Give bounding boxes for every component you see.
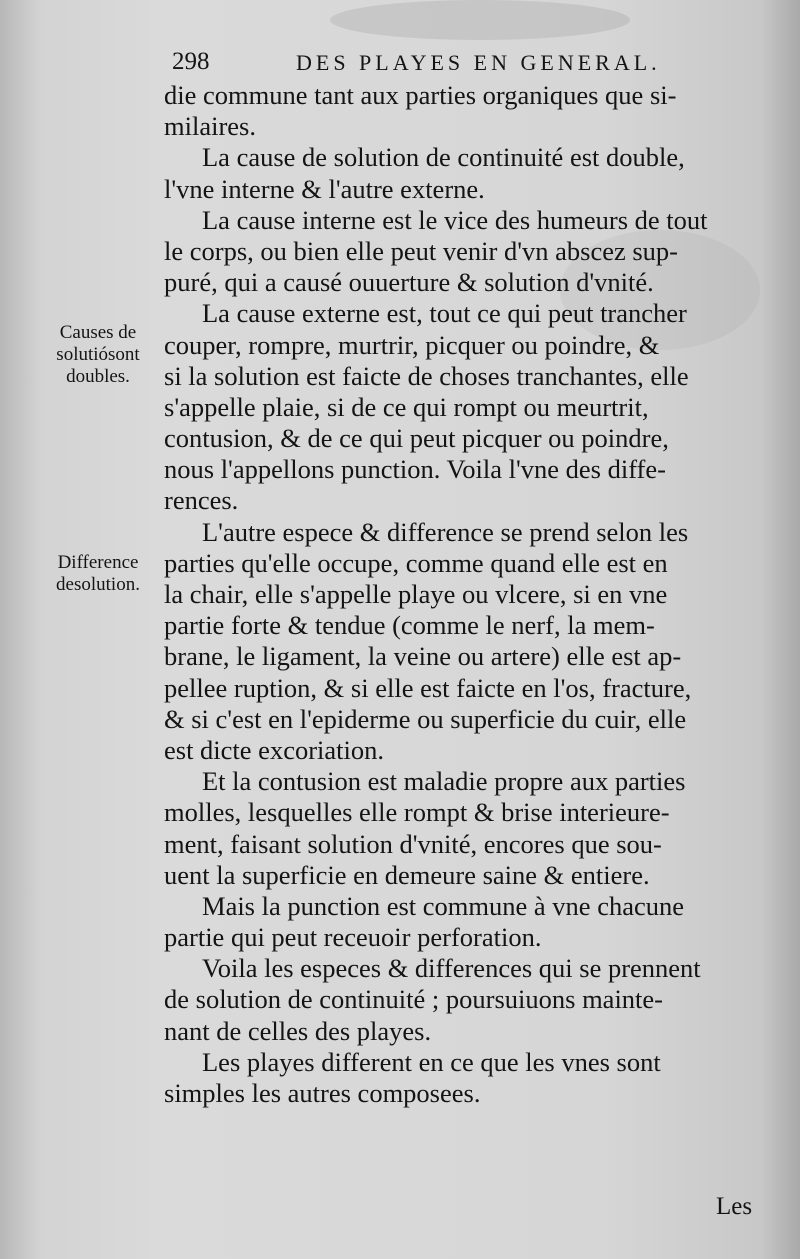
text-line: die commune tant aux parties organiques que si- xyxy=(164,80,677,110)
text-line: couper, rompre, murtrir, picquer ou poindre, & xyxy=(164,329,660,360)
margin-note-line: desolution. xyxy=(56,574,140,595)
text-line: si la solution est faicte de choses tranchantes, elle xyxy=(164,360,689,391)
catchword: Les xyxy=(716,1193,753,1220)
text-line: puré, qui a causé ouuerture & solution d'vnité. xyxy=(164,267,654,298)
text-line: rences. xyxy=(164,485,239,516)
text-line: Mais la punction est commune à vne chacune xyxy=(202,890,684,921)
running-title: DES PLAYES EN GENERAL. xyxy=(296,50,661,75)
page-number: 298 xyxy=(172,48,210,75)
margin-note-causes xyxy=(34,322,162,388)
text-line: La cause interne est le vice des humeurs de tout xyxy=(202,204,708,235)
page-header xyxy=(168,44,768,84)
text-line: nant de celles des playes. xyxy=(164,1015,432,1046)
margin-note-line: Causes de xyxy=(59,322,137,343)
text-line: La cause externe est, tout ce qui peut trancher xyxy=(202,298,687,329)
text-line: est dicte excoriation. xyxy=(164,734,385,765)
text-line: contusion, & de ce qui peut picquer ou poindre, xyxy=(164,423,669,454)
text-line: partie forte & tendue (comme le nerf, la mem- xyxy=(164,610,655,641)
text-line: partie qui peut receuoir perforation. xyxy=(164,922,542,953)
text-line: parties qu'elle occupe, comme quand elle est en xyxy=(164,547,668,578)
text-line: nous l'appellons punction. Voila l'vne des diffe- xyxy=(164,454,666,485)
paper-stain xyxy=(330,0,630,40)
text-line: ment, faisant solution d'vnité, encores que sou- xyxy=(164,828,662,859)
text-line: s'appelle plaie, si de ce qui rompt ou meurtrit, xyxy=(164,391,649,422)
text-line: la chair, elle s'appelle playe ou vlcere, si en vne xyxy=(164,579,668,609)
text-line: & si c'est en l'epiderme ou superficie du cuir, elle xyxy=(164,703,687,734)
text-line: Et la contusion est maladie propre aux parties xyxy=(202,766,686,797)
text-line: simples les autres composees. xyxy=(164,1078,481,1108)
margin-note-difference xyxy=(34,552,162,596)
text-line: Les playes different en ce que les vnes sont xyxy=(202,1046,661,1077)
text-line: l'vne interne & l'autre externe. xyxy=(164,173,485,204)
margin-note-line: solutiósont xyxy=(56,344,140,365)
text-line: de solution de continuité ; poursuiuons mainte- xyxy=(164,984,664,1015)
text-line: molles, lesquelles elle rompt & brise interieure- xyxy=(164,797,670,828)
text-line: milaires. xyxy=(164,111,256,142)
margin-note-line: Difference xyxy=(57,552,139,573)
text-line: uent la superficie en demeure saine & entiere. xyxy=(164,859,650,890)
text-line: brane, le ligament, la veine ou artere) elle est ap- xyxy=(164,641,682,672)
text-line: pellee ruption, & si elle est faicte en l'os, fracture, xyxy=(164,672,692,703)
text-line: La cause de solution de continuité est double, xyxy=(202,142,685,173)
margin-note-line: doubles. xyxy=(66,366,130,387)
text-line: L'autre espece & difference se prend selon les xyxy=(202,516,689,547)
text-line: Voila les especes & differences qui se prennent xyxy=(202,953,701,984)
body-text xyxy=(164,80,764,1109)
text-line: le corps, ou bien elle peut venir d'vn abscez sup- xyxy=(164,235,678,266)
